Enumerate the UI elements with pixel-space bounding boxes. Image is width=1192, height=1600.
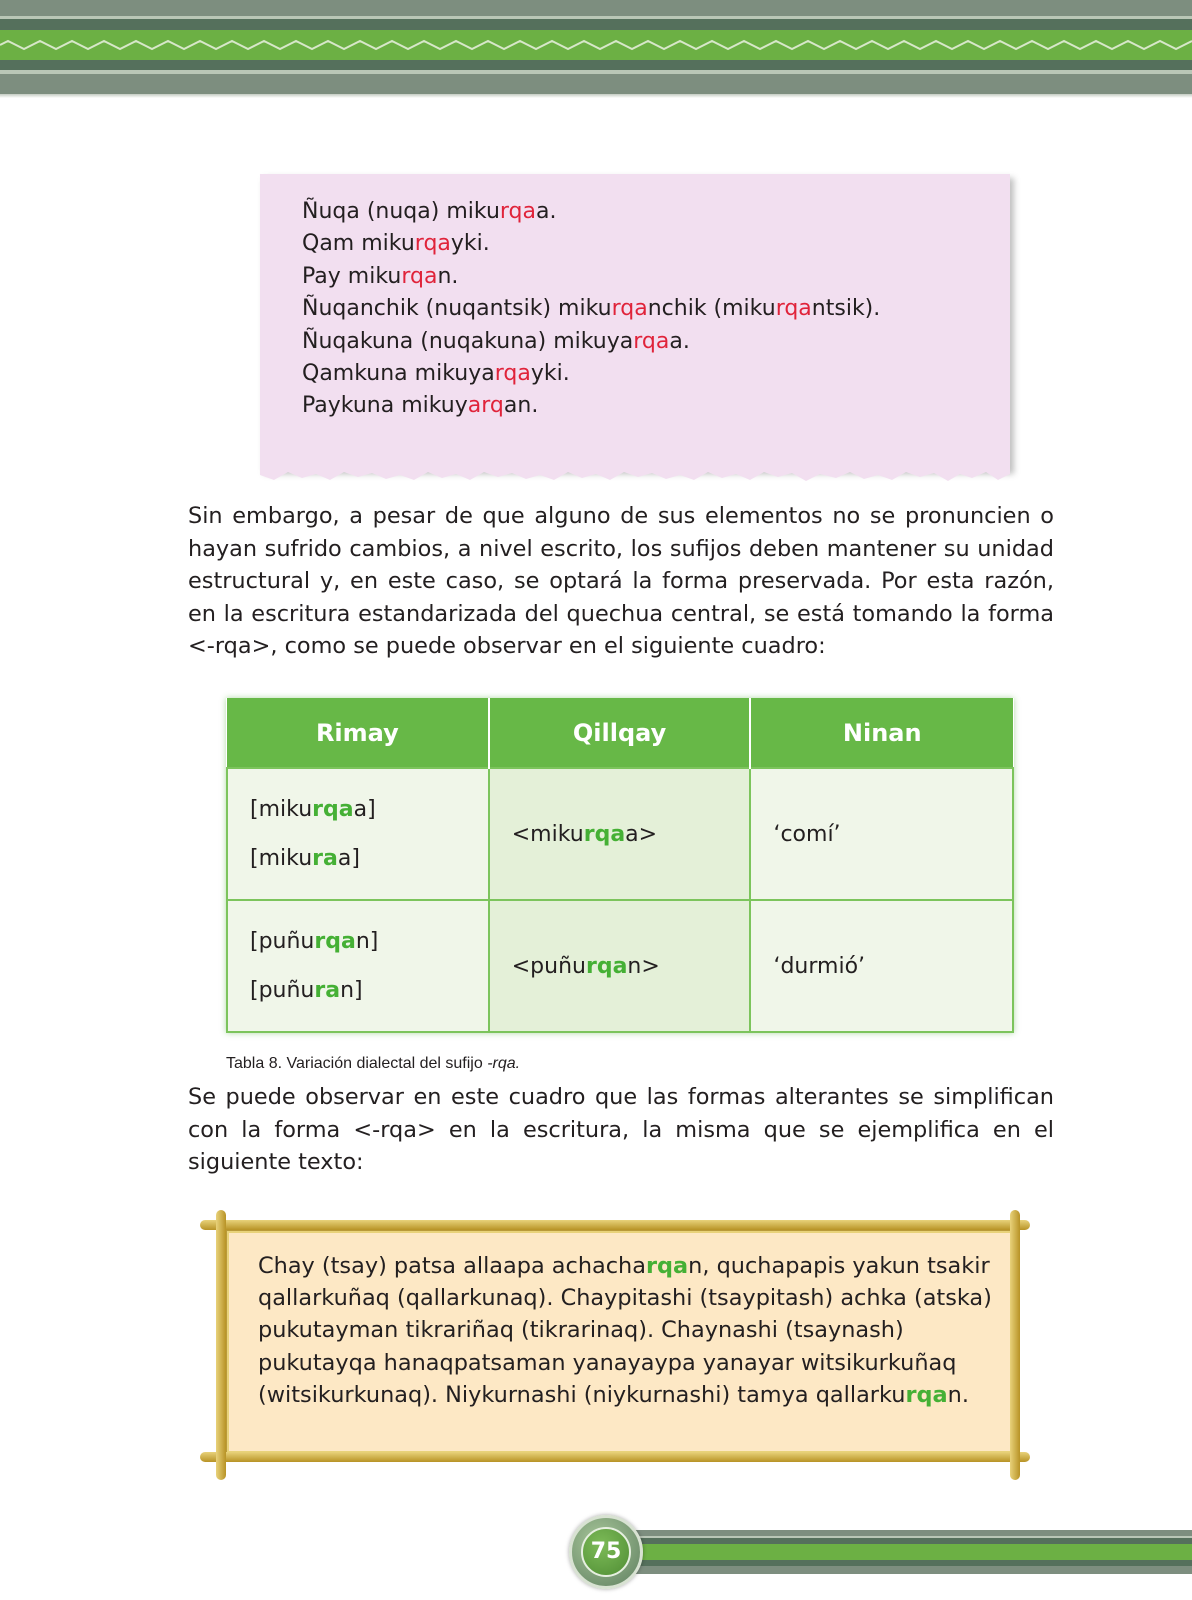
table-row xyxy=(227,900,1013,1032)
line-text: nchik (miku xyxy=(647,296,776,322)
form-text: [puñu xyxy=(250,929,315,954)
caption-italic: -rqa. xyxy=(487,1055,521,1072)
zigzag-pattern xyxy=(0,38,1192,52)
suffix-highlight: rqa xyxy=(585,953,628,979)
line-text: yki. xyxy=(530,361,570,387)
cell-qillqay xyxy=(489,768,751,900)
form-text: [puñu xyxy=(250,978,315,1003)
bamboo-pole-left xyxy=(216,1210,226,1480)
suffix-highlight: rqa xyxy=(401,263,438,289)
form-text: <puñu xyxy=(511,953,586,979)
form-text: [miku xyxy=(250,797,313,822)
example-line xyxy=(302,261,1010,293)
suffix-highlight: rqa xyxy=(611,296,648,322)
form-text: n] xyxy=(340,978,363,1003)
column-header-rimay: Rimay xyxy=(227,698,489,768)
example-line xyxy=(302,293,1010,325)
form-text: n> xyxy=(627,953,660,979)
line-text: an. xyxy=(503,393,539,419)
page-number: 75 xyxy=(581,1527,631,1577)
example-line xyxy=(302,358,1010,390)
line-text: Ñuqakuna (nuqakuna) mikuya xyxy=(302,328,634,354)
suffix-highlight: rqa xyxy=(312,797,354,822)
suffix-highlight: ra xyxy=(312,846,338,871)
suffix-highlight: rqa xyxy=(414,231,451,257)
form-text: [miku xyxy=(250,846,313,871)
suffix-variation-table xyxy=(226,698,1014,1033)
cell-qillqay xyxy=(489,900,751,1032)
form-text: a] xyxy=(337,846,360,871)
story-part-1: Chay (tsay) patsa allaapa achacha xyxy=(258,1253,646,1279)
example-lines xyxy=(302,196,1010,423)
suffix-highlight: rqa xyxy=(583,821,626,847)
line-text: a. xyxy=(669,328,690,354)
pronunciation-form xyxy=(250,966,488,1015)
page-number-badge xyxy=(569,1515,643,1589)
story-suffix-1: rqa xyxy=(645,1253,689,1279)
suffix-highlight: ra xyxy=(314,978,341,1003)
suffix-highlight: rqa xyxy=(314,929,356,954)
form-text: n] xyxy=(355,929,379,954)
line-text: n. xyxy=(437,263,459,289)
line-text: ntsik). xyxy=(811,296,881,322)
form-text: a] xyxy=(353,797,376,822)
story-part-3: n. xyxy=(947,1381,969,1408)
cell-ninan: ‘comí’ xyxy=(750,768,1013,900)
line-text: Ñuqanchik (nuqantsik) miku xyxy=(302,296,612,322)
bamboo-story-text xyxy=(258,1250,1008,1411)
example-line xyxy=(302,228,1010,260)
bamboo-pole-top xyxy=(200,1220,1030,1230)
form-text: <miku xyxy=(511,821,584,847)
example-line xyxy=(302,326,1010,358)
caption-text: Tabla 8. Variación dialectal del sufijo xyxy=(226,1055,488,1072)
pronunciation-form xyxy=(250,917,488,966)
pronunciation-form xyxy=(250,785,488,834)
bamboo-pole-right xyxy=(1010,1210,1020,1480)
suffix-highlight: rqa xyxy=(775,296,812,322)
footer-decorative-band xyxy=(600,1530,1192,1574)
cell-ninan: ‘durmió’ xyxy=(750,900,1013,1032)
story-suffix-2: rqa xyxy=(905,1381,948,1408)
line-text: a. xyxy=(536,199,557,224)
line-text: Qamkuna mikuya xyxy=(302,361,495,387)
suffix-highlight: rqa xyxy=(633,328,670,354)
story-part-2: n, quchapapis yakun tsakir qallarkuñaq (qallarkunaq). Chaypitashi (tsaypitash) achka (atska) pukutayman tikrariñaq (tikrarinaq). Chaynashi (tsaynash) pukutayqa hanaqpatsaman yanayaypa yanayar witsikurkuñaq (witsikurkunaq). Niykurnashi (niykurnashi) tamya qallarku xyxy=(258,1253,992,1408)
bamboo-pole-bottom xyxy=(200,1452,1030,1462)
body-paragraph-1: Sin embargo, a pesar de que alguno de sus elementos no se pronuncien o hayan sufrido cambios, a nivel escrito, los sufijos deben mantener su unidad estructural y, en este caso, se optará la forma preservada. Por esta razón, en la escritura estandarizada del quechua central, se está tomando la forma <-rqa>, como se puede observar en el siguiente cuadro: xyxy=(188,503,1054,660)
table-row xyxy=(227,768,1013,900)
torn-edge xyxy=(260,468,1010,484)
suffix-highlight: rqa xyxy=(494,361,531,387)
table-header-row xyxy=(227,698,1013,768)
line-text: Paykuna mikuy xyxy=(302,393,468,419)
header-decorative-band xyxy=(0,0,1192,98)
column-header-qillqay: Qillqay xyxy=(489,698,751,768)
cell-rimay xyxy=(227,768,489,900)
pronunciation-form xyxy=(250,834,488,883)
form-text: a> xyxy=(625,821,658,847)
body-paragraph-2: Se puede observar en este cuadro que las formas alterantes se simplifican con la forma <-rqa> en la escritura, la misma que se ejemplifica en el siguiente texto: xyxy=(188,1084,1054,1176)
cell-rimay xyxy=(227,900,489,1032)
suffix-highlight: arq xyxy=(467,393,504,419)
table-caption xyxy=(226,1055,520,1073)
line-text: Pay miku xyxy=(302,263,402,289)
line-text: Qam miku xyxy=(302,231,415,257)
column-header-ninan: Ninan xyxy=(750,698,1013,768)
suffix-highlight: rqa xyxy=(499,199,536,224)
line-text: Ñuqa (nuqa) miku xyxy=(302,199,500,224)
line-text: yki. xyxy=(450,231,490,257)
example-line xyxy=(302,196,1010,228)
example-line xyxy=(302,390,1010,422)
example-note-box xyxy=(260,174,1010,470)
